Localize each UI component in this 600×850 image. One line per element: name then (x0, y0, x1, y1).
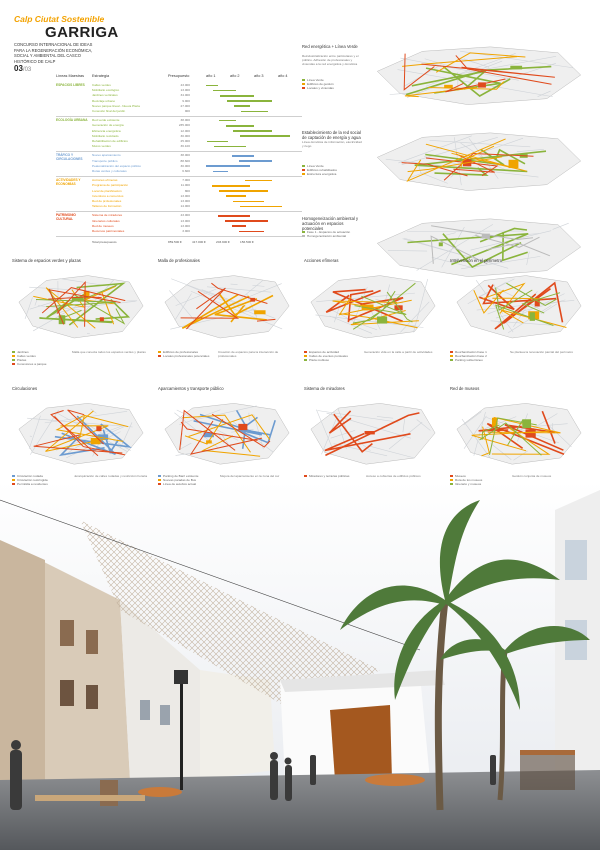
map-title: Intervención en el perímetro (450, 258, 503, 263)
map-desc: Malla que conecta todos los espacios verdes y plazas (72, 350, 146, 354)
total-value: 156.500 € (240, 240, 254, 245)
strategy-name: Sistema de miradores (92, 213, 123, 218)
street-render-image (0, 480, 600, 850)
legend-item: Edificios rehabilitados (302, 168, 337, 172)
legend-item: Locales y viviendas (302, 86, 334, 90)
gantt-bar (240, 135, 290, 137)
legend-item: Plazas (12, 358, 46, 362)
group-separator (56, 151, 302, 152)
map-legend (158, 474, 198, 486)
strategy-budget: 43.000 (180, 83, 190, 87)
category-label: ECOLOGÍA URBANA (56, 118, 88, 123)
right-map-title: Homogeneización ambiental y actuación en espacios potenciales (302, 216, 359, 231)
page-current: 03 (14, 64, 23, 73)
strategy-name: Programa de participación (92, 183, 129, 188)
legend-item: Jardines (12, 350, 46, 354)
legend-swatch (450, 351, 453, 353)
strategy-budget: 13.000 (180, 199, 190, 203)
legend-swatch (158, 351, 161, 353)
right-map-title: Establecimiento de la red social de captación de energía y agua (302, 130, 361, 140)
map-title: Acciones efímeras (304, 258, 339, 263)
strategy-budget: 9.900 (182, 98, 190, 103)
gantt-bar (233, 130, 272, 132)
strategy-name: Itinerarios culturales (92, 218, 120, 223)
year-header-1: año 1 (206, 74, 216, 78)
legend-item: Conexiones a parque (12, 362, 46, 366)
group-separator (56, 236, 302, 237)
map-title: Red de museos (450, 386, 480, 391)
legend-item: Parking subterráneo (450, 358, 487, 362)
legend-swatch (302, 231, 305, 233)
legend-item: Estructura energética (302, 172, 337, 176)
map-legend (450, 350, 487, 362)
legend-swatch (450, 475, 453, 477)
total-value: 859.500 € (168, 240, 182, 245)
legend-item: Ruta de los museos (450, 478, 482, 482)
plan-map (450, 266, 588, 346)
plan-map (158, 394, 296, 472)
strategy-budget: 88.600 (180, 158, 190, 163)
page-number (14, 64, 31, 73)
legend-item: Itinerario y museos (450, 482, 482, 486)
legend-item: Miradores y terrazas públicas (304, 474, 349, 478)
map-title: Sistema de miradores (304, 386, 345, 391)
legend-item: Edificios de profesionales (158, 350, 209, 354)
right-map-desc: Línea domótica de información, electricidad y riego (302, 140, 362, 149)
strategy-budget: 38.000 (180, 153, 190, 158)
map-legend (12, 474, 48, 486)
strategy-budget: 13.000 (180, 223, 190, 228)
gantt-bar (214, 146, 246, 148)
gantt-bar (234, 105, 250, 107)
project-subtitle: CONCURSO INTERNACIONAL DE IDEAS PARA LA REGENERACIÓN ECONÓMICA, SOCIAL Y AMBIENTAL DEL CASCO HISTÓRICO DE CALP (14, 42, 93, 64)
strategy-budget: 30.000 (180, 163, 190, 168)
strategy-name: Red verde existente (92, 118, 120, 123)
plan-map (304, 394, 442, 472)
strategy-budget: 34.000 (180, 93, 190, 98)
strategy-budget: 235.000 (178, 123, 190, 128)
legend-swatch (12, 483, 15, 485)
strategy-budget: 7.000 (182, 178, 190, 183)
map-title: Sistema de espacios verdes y plazas (12, 258, 81, 263)
budget-table (56, 74, 302, 244)
legend-swatch (304, 355, 307, 357)
map-desc: Acceso a cubiertas de edificios públicos (366, 474, 421, 478)
strategy-budget: 38.000 (180, 118, 190, 123)
right-map-title: Red energética + Línea Verde (302, 44, 358, 49)
strategy-name: Incentivos a comercios (92, 193, 124, 198)
total-value: 203.900 € (216, 240, 230, 245)
legend-item: Reurbanización Fase 1 (450, 350, 487, 354)
legend-swatch (302, 173, 305, 175)
legend-swatch (450, 359, 453, 361)
group-separator (56, 176, 302, 177)
legend-swatch (158, 483, 161, 485)
strategy-name: Mobiliario ecológico (92, 88, 120, 93)
strategy-name: Nuevo parque lineal - Nueva Plaza (92, 103, 140, 108)
legend-swatch (302, 79, 305, 81)
legend-item: Línea de autobús actual (158, 482, 198, 486)
legend-item: Circulación rodada (12, 474, 48, 478)
legend-item: Locales profesionales potenciales (158, 354, 209, 358)
map-legend (304, 350, 348, 362)
strategy-budget: 12.000 (180, 128, 190, 133)
gantt-bar (220, 95, 254, 97)
strategy-budget: 13.000 (180, 218, 190, 223)
map-title: Aparcamientos y transporte público (158, 386, 224, 391)
gantt-bar (226, 195, 246, 197)
strategy-name: Eficiencia energética (92, 128, 121, 133)
legend-swatch (158, 475, 161, 477)
legend-item: Permitida a residentes (12, 482, 48, 486)
strategy-name: Calles verdes (92, 83, 111, 87)
project-kicker: Calp Ciutat Sostenible (14, 14, 105, 24)
plan-map (450, 394, 588, 472)
strategy-budget: 6.600 (182, 169, 190, 173)
legend-swatch (450, 479, 453, 481)
legend-item: Edificios de gestión (302, 82, 334, 86)
map-title: Circulaciones (12, 386, 38, 391)
legend-swatch (158, 479, 161, 481)
gantt-bar (232, 225, 246, 227)
legend-swatch (12, 359, 15, 361)
map-desc: Mejora del aparcamiento en la zona del sur (220, 474, 280, 478)
strategy-name: Peatonalización del espacio público (92, 163, 142, 168)
gantt-bar (213, 90, 236, 92)
legend-item: Circulación restringida (12, 478, 48, 482)
legend-item: Plaza multiuso (304, 358, 348, 362)
category-label: PATRIMONIO CULTURAL (56, 213, 76, 222)
strategy-name: Reciclaje urbano (92, 98, 116, 103)
plan-map (366, 124, 592, 198)
legend-item: Calles verdes (12, 354, 46, 358)
legend-item: Museos (450, 474, 482, 478)
category-label: ACTIVIDADES Y ECONOMÍAS (56, 178, 81, 187)
map-legend (302, 230, 350, 238)
plan-map (158, 266, 296, 346)
gantt-bar (232, 155, 254, 157)
legend-item: Fase 1 - Espacios de actuación (302, 230, 350, 234)
legend-swatch (302, 83, 305, 85)
strategy-name: Transporte público (92, 158, 118, 163)
gantt-bar (206, 85, 218, 87)
gantt-bar (239, 160, 272, 162)
gantt-bar (218, 215, 250, 217)
map-legend (450, 474, 482, 486)
total-value: 417.000 € (192, 240, 206, 245)
map-desc: Se plantea la renovación parcial del perímetro (510, 350, 574, 354)
strategy-name: Talleres de formación (92, 204, 122, 209)
strategy-budget: 800 (184, 188, 190, 193)
legend-swatch (304, 351, 307, 353)
col-estrategia-header: Estrategia (92, 74, 110, 78)
legend-swatch (304, 359, 307, 361)
legend-swatch (158, 355, 161, 357)
gantt-bar (212, 185, 250, 187)
legend-swatch (302, 87, 305, 89)
strategy-name: Red de museos (92, 223, 114, 228)
group-separator (56, 211, 302, 212)
strategy-budget: 36.100 (180, 144, 190, 149)
year-header-2: año 2 (230, 74, 240, 78)
plan-map (12, 266, 150, 346)
legend-swatch (12, 355, 15, 357)
strategy-budget: 25.000 (180, 139, 190, 143)
plan-map (12, 394, 150, 472)
strategy-name: Local de planificación (92, 188, 122, 193)
map-legend (158, 350, 209, 358)
gantt-bar (207, 141, 228, 143)
gantt-bar (225, 220, 268, 222)
legend-item: Nuevas paradas de Bus (158, 478, 198, 482)
legend-item: Espacios de actividad (304, 350, 348, 354)
map-desc: Creación de espacios para la interacción de profesionales (218, 350, 279, 359)
plan-map (304, 266, 442, 346)
strategy-name: Jardines verticales (92, 93, 118, 98)
gantt-bar (226, 125, 254, 127)
gantt-bar (245, 180, 272, 182)
col-lineas-header: Líneas Maestras (56, 74, 85, 78)
legend-swatch (302, 235, 305, 237)
strategy-name: Recursos patrimoniales (92, 229, 125, 233)
map-desc: Jerarquización de calles rodadas y restricción horaria (74, 474, 148, 478)
legend-swatch (302, 165, 305, 167)
legend-swatch (302, 169, 305, 171)
map-legend (12, 350, 46, 366)
strategy-name: Muros verdes (92, 144, 111, 149)
legend-swatch (450, 483, 453, 485)
legend-item: Calles de eventos puntuales (304, 354, 348, 358)
category-label: TRÁFICO Y CIRCULACIONES (56, 153, 83, 162)
legend-swatch (304, 475, 307, 477)
strategy-budget: 27.000 (180, 103, 190, 108)
gantt-bar (219, 190, 268, 192)
map-desc: Gestión conjunta de museos (512, 474, 552, 478)
project-title: GARRIGA (45, 24, 119, 41)
map-desc: Generación vida en la calle a partir de actividades (364, 350, 433, 354)
strategy-budget: 11.000 (180, 183, 190, 188)
legend-item: Parking de Barri existente (158, 474, 198, 478)
strategy-name: Mobiliario reciclado (92, 133, 119, 138)
gantt-bar (227, 100, 272, 102)
right-map-desc: Reindustrialización entre particulares y el público. Adhesión de profesionales y viviendas a la red energética y domótica (302, 54, 359, 67)
legend-item: Homogeneización ambiental (302, 234, 350, 238)
strategy-name: Generación de energía (92, 123, 124, 128)
plan-map (366, 38, 592, 112)
strategy-budget: 30.000 (180, 133, 190, 138)
gantt-bar (239, 231, 264, 233)
legend-swatch (12, 475, 15, 477)
gantt-bar (213, 171, 228, 173)
gantt-bar (233, 201, 264, 203)
gantt-bar (206, 165, 250, 167)
strategy-budget: 3.900 (182, 229, 190, 233)
group-separator (56, 116, 302, 117)
year-header-4: año 4 (278, 74, 288, 78)
map-legend (302, 78, 334, 90)
map-legend (302, 164, 337, 176)
strategy-budget: 14.000 (180, 204, 190, 209)
strategy-name: Nuevo aparcamiento (92, 153, 121, 158)
strategy-name: Conexión final del jardín (92, 109, 126, 113)
legend-swatch (12, 479, 15, 481)
col-presupuesto-header: Presupuesto (168, 74, 190, 78)
gantt-bar (240, 206, 282, 208)
strategy-budget: 13.000 (180, 193, 190, 198)
map-legend (304, 474, 349, 478)
total-label: Total presupuesto (92, 240, 117, 245)
strategy-name: Acciones efímeras (92, 178, 118, 183)
strategy-budget: 900 (184, 109, 190, 113)
legend-swatch (12, 351, 15, 353)
legend-item: Reurbanización Fase 2 (450, 354, 487, 358)
gantt-bar (219, 120, 236, 122)
legend-item: Línea Verde (302, 78, 334, 82)
page-total: /03 (22, 67, 32, 73)
legend-item: Línea Verde (302, 164, 337, 168)
map-title: Malla de profesionales (158, 258, 200, 263)
strategy-budget: 13.000 (180, 88, 190, 93)
year-header-3: año 3 (254, 74, 264, 78)
category-label: ESPACIOS LIBRES (56, 83, 85, 87)
strategy-name: Rehabilitación de edificios (92, 139, 128, 143)
strategy-budget: 43.000 (180, 213, 190, 218)
strategy-name: Red de profesionales (92, 199, 122, 203)
strategy-name: Rutas verdes y culturales (92, 169, 127, 173)
gantt-bar (241, 111, 268, 113)
legend-swatch (450, 355, 453, 357)
legend-swatch (12, 363, 15, 365)
